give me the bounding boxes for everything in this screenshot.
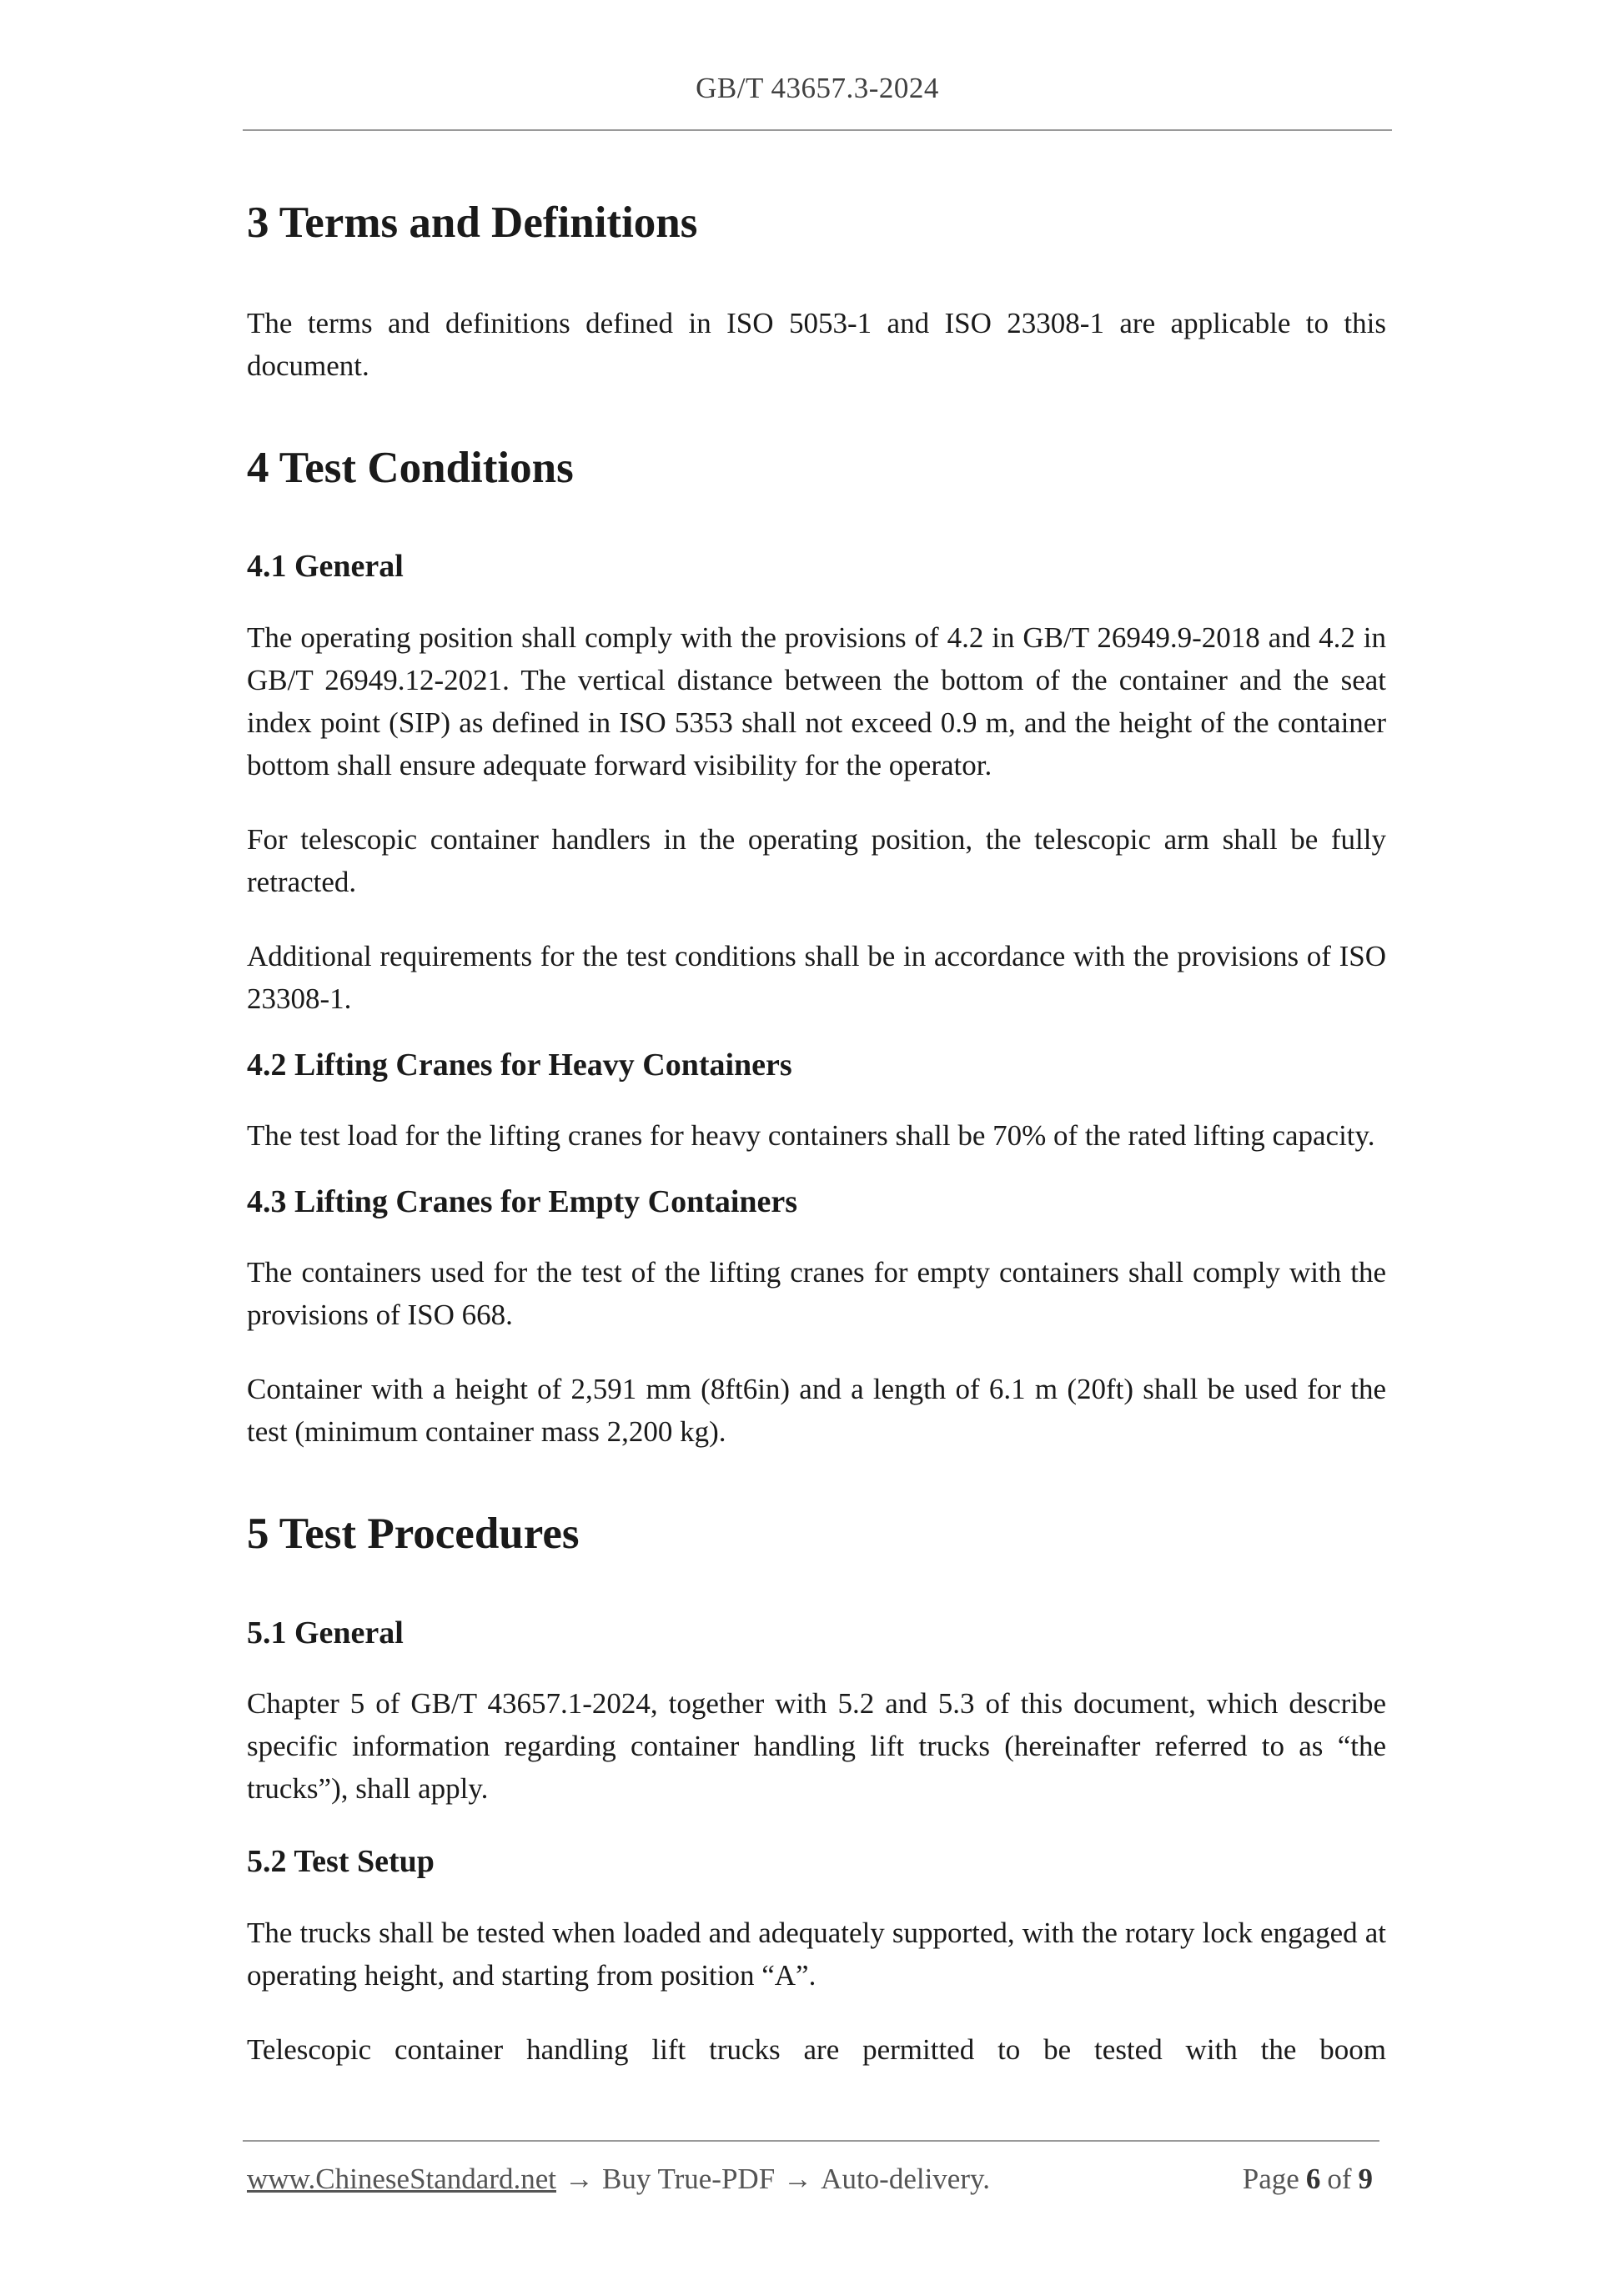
page-indicator (1243, 2163, 1379, 2196)
of-label: of (1327, 2163, 1352, 2195)
section-4-2-paragraph: The test load for the lifting cranes for heavy containers shall be 70% of the rated lifting capacity. (247, 1118, 1375, 1152)
arrow-right-icon: → (565, 2163, 594, 2195)
header-divider (243, 129, 1392, 131)
section-5-heading: 5 Test Procedures (247, 1510, 580, 1559)
section-4-1-paragraph-2: For telescopic container handlers in the operating position, the telescopic arm shall be fully retracted. (247, 822, 1386, 898)
page-current: 6 (1305, 2163, 1321, 2195)
section-5-1-heading: 5.1 General (247, 1615, 404, 1650)
section-4-1-paragraph-1: The operating position shall comply with the provisions of 4.2 in GB/T 26949.9-2018 and 4.2 in GB/T 26949.12-2021. The vertical distance between the bottom of the container and the seat index point (SIP) as defined in ISO 5353 shall not exceed 0.9 m, and the height of the container bottom shall ensure adequate forward visibility for the operator. (247, 620, 1386, 781)
section-4-3-paragraph-2: Container with a height of 2,591 mm (8ft6in) and a length of 6.1 m (20ft) shall be used for the test (minimum container mass 2,200 kg). (247, 1373, 1386, 1449)
page-total: 9 (1358, 2163, 1373, 2195)
section-4-1-paragraph-3: Additional requirements for the test conditions shall be in accordance with the provisions of ISO 23308-1. (247, 939, 1386, 1015)
section-3-paragraph: The terms and definitions defined in ISO 5053-1 and ISO 23308-1 are applicable to this document. (247, 306, 1386, 382)
buy-true-pdf-text: Buy True-PDF (602, 2163, 776, 2195)
page-footer (247, 2163, 1379, 2196)
document-body (247, 197, 1386, 2103)
footer-divider (243, 2140, 1379, 2142)
page-label: Page (1242, 2163, 1299, 2195)
section-5-1-paragraph: Chapter 5 of GB/T 43657.1-2024, together with 5.2 and 5.3 of this document, which describe specific information regarding container handling lift trucks (hereinafter referred to as “the trucks”), shall apply. (247, 1687, 1386, 1806)
section-4-heading: 4 Test Conditions (247, 443, 574, 492)
section-5-2-paragraph-1: The trucks shall be tested when loaded and adequately supported, with the rotary lock engaged at operating height, and starting from position “A”. (247, 1916, 1386, 1992)
section-3-heading: 3 Terms and Definitions (247, 198, 698, 247)
arrow-right-icon: → (783, 2163, 813, 2195)
section-4-2-heading: 4.2 Lifting Cranes for Heavy Containers (247, 1047, 792, 1083)
section-5-2-paragraph-2: Telescopic container handling lift trucks are permitted to be tested with the boom (247, 2032, 1386, 2066)
section-5-2-heading: 5.2 Test Setup (247, 1844, 435, 1880)
auto-delivery-text: Auto-delivery. (821, 2163, 990, 2195)
chinesestandard-link[interactable]: www.ChineseStandard.net (247, 2163, 556, 2195)
section-4-3-heading: 4.3 Lifting Cranes for Empty Containers (247, 1183, 798, 1219)
section-4-1-heading: 4.1 General (247, 549, 404, 585)
document-id-header: GB/T 43657.3-2024 (696, 72, 939, 104)
footer-promo (247, 2163, 990, 2196)
section-4-3-paragraph-1: The containers used for the test of the lifting cranes for empty containers shall comply with the provisions of ISO 668. (247, 1256, 1386, 1332)
